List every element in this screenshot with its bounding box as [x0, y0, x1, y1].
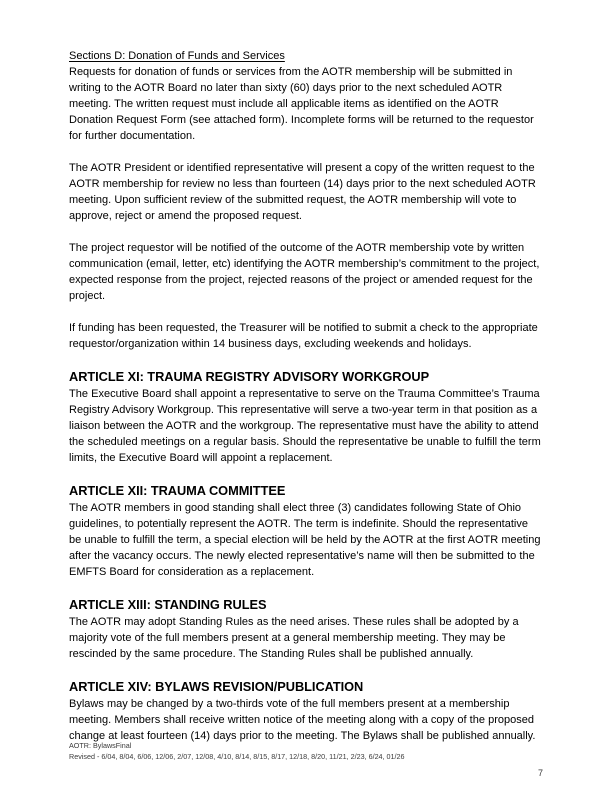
page-footer: [69, 741, 543, 778]
section-article-xi: [69, 368, 543, 466]
footer-revision-history: Revised - 6/04, 8/04, 6/06, 12/06, 2/07, 12/08, 4/10, 8/14, 8/15, 8/17, 12/18, 8/20, 11/21, 2/23, 6/24, 01/26: [69, 751, 405, 761]
paragraph-spacer: [69, 304, 543, 320]
section-article-xiv: [69, 678, 543, 744]
article-heading-xii: ARTICLE XII: TRAUMA COMMITTEE: [69, 483, 286, 498]
paragraph-spacer: [69, 224, 543, 240]
paragraph-donation-1: Requests for donation of funds or services from the AOTR membership will be submitted in writing to the AOTR Board no later than sixty (60) days prior to the next scheduled AOTR meeting. The written request must include all applicable items as identified on the AOTR Donation Request Form (see attached form). Incomplete forms will be returned to the requestor for further documentation.: [69, 66, 534, 142]
paragraph-donation-3: The project requestor will be notified of the outcome of the AOTR membership vote by written communication (email, letter, etc) identifying the AOTR membership’s commitment to the project, expected response from the project, rejected reasons of the project or amended request for the project.: [69, 242, 540, 302]
section-spacer: [69, 466, 543, 482]
section-spacer: [69, 662, 543, 678]
paragraph-donation-4: If funding has been requested, the Treasurer will be notified to submit a check to the appropriate requestor/organization within 14 business days, excluding weekends and holidays.: [69, 322, 538, 350]
paragraph-spacer: [69, 144, 543, 160]
document-body: [69, 48, 543, 744]
section-article-xiii: [69, 596, 543, 662]
article-body-xii: The AOTR members in good standing shall elect three (3) candidates following State of Ohio guidelines, to potentially represent the AOTR. The term is indefinite. Should the representative be unable to fulfill the term, a special election will be held by the AOTR at the first AOTR meeting after the vacancy occurs. The newly elected representative’s name will then be submitted to the EMFTS Board for consideration as a replacement.: [69, 502, 541, 578]
article-heading-xiii: ARTICLE XIII: STANDING RULES: [69, 597, 267, 612]
section-article-xii: [69, 482, 543, 580]
section-spacer: [69, 352, 543, 368]
footer-document-id: AOTR: BylawsFinal: [69, 741, 132, 750]
paragraph-donation-2: The AOTR President or identified representative will present a copy of the written request to the AOTR membership for review no less than fourteen (14) days prior to the next scheduled AOTR meeting. Upon sufficient review of the submitted request, the AOTR membership will vote to approve, reject or amend the proposed request.: [69, 162, 536, 222]
article-heading-xiv: ARTICLE XIV: BYLAWS REVISION/PUBLICATION: [69, 679, 364, 694]
section-donation: [69, 48, 543, 352]
article-body-xiii: The AOTR may adopt Standing Rules as the need arises. These rules shall be adopted by a majority vote of the full members present at a general membership meeting. They may be rescinded by the same procedure. The Standing Rules shall be published annually.: [69, 616, 519, 660]
article-heading-xi: ARTICLE XI: TRAUMA REGISTRY ADVISORY WORKGROUP: [69, 369, 430, 384]
article-body-xiv: Bylaws may be changed by a two-thirds vote of the full members present at a membership meeting. Members shall receive written notice of the meeting along with a copy of the proposed change at least fourteen (14) days prior to the meeting. The Bylaws shall be published annually.: [69, 698, 536, 742]
section-heading-donation: Sections D: Donation of Funds and Services: [69, 50, 285, 62]
page-number: 7: [537, 768, 543, 778]
section-spacer: [69, 580, 543, 596]
article-body-xi: The Executive Board shall appoint a representative to serve on the Trauma Committee’s Trauma Registry Advisory Workgroup. This representative will serve a two-year term in that position as a liaison between the AOTR and the workgroup. The representative must have the ability to attend the scheduled meetings on a regular basis. Should the representative be unable to fulfill the term limits, the Executive Board will appoint a replacement.: [69, 388, 541, 464]
